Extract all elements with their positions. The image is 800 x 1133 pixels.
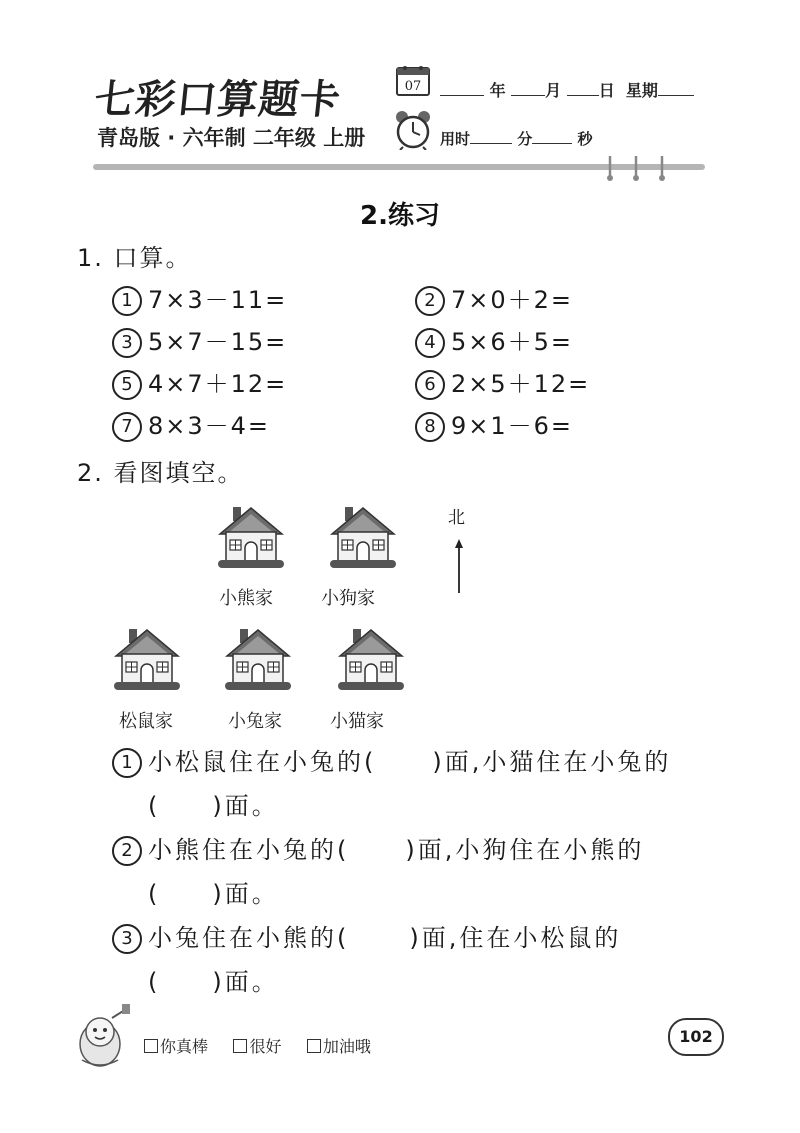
- date-year-label: 年: [489, 81, 506, 100]
- problem-3: 3 5×7－15=: [112, 322, 287, 358]
- cartoon-mascot-icon: [72, 1004, 134, 1070]
- rating-keep-going[interactable]: 加油哦: [307, 1037, 371, 1056]
- problem-6: 6 2×5＋12=: [415, 364, 590, 400]
- fill-question-3-cont: ( )面。: [148, 968, 279, 996]
- fill-question-1: 1 小松鼠住在小兔的( )面,小猫住在小兔的: [112, 742, 671, 778]
- rating-options: [144, 1034, 371, 1057]
- time-fields: [440, 128, 593, 149]
- checkbox-keep-going: [307, 1039, 321, 1053]
- alarm-clock-icon: [394, 110, 432, 150]
- house-label-dog: 小狗家: [321, 588, 375, 609]
- lesson-title: 2.练习: [360, 201, 440, 231]
- fill-question-3: 3 小兔住在小熊的( )面,住在小松鼠的: [112, 918, 621, 954]
- house-dog-icon: [328, 502, 398, 572]
- fill-question-2-cont: ( )面。: [148, 880, 279, 908]
- time-min-label: 分: [517, 130, 533, 148]
- house-label-cat: 小猫家: [330, 711, 384, 732]
- problem-8: 8 9×1－6=: [415, 406, 573, 442]
- page-number: 102: [668, 1018, 724, 1056]
- fill-question-2: 2 小熊住在小兔的( )面,小狗住在小熊的: [112, 830, 644, 866]
- house-label-bear: 小熊家: [219, 588, 273, 609]
- date-fields: [440, 78, 694, 101]
- problem-4: 4 5×6＋5=: [415, 322, 573, 358]
- section2-title: 2. 看图填空。: [77, 459, 244, 487]
- date-weekday-label: 星期: [625, 81, 658, 100]
- problem-7: 7 8×3－4=: [112, 406, 270, 442]
- problem-2: 2 7×0＋2=: [415, 280, 573, 316]
- calendar-icon: [396, 64, 430, 96]
- house-squirrel-icon: [112, 624, 182, 694]
- house-rabbit-icon: [223, 624, 293, 694]
- house-cat-icon: [336, 624, 406, 694]
- rating-good[interactable]: 很好: [233, 1037, 281, 1056]
- date-month-label: 月: [545, 81, 562, 100]
- problem-5: 5 4×7＋12=: [112, 364, 287, 400]
- checkbox-great: [144, 1039, 158, 1053]
- date-day-label: 日: [598, 81, 615, 100]
- brand-title: 七彩口算题卡: [92, 76, 344, 123]
- time-sec-label: 秒: [577, 130, 593, 148]
- rating-great[interactable]: 你真棒: [144, 1037, 208, 1056]
- checkbox-good: [233, 1039, 247, 1053]
- house-label-rabbit: 小兔家: [228, 711, 282, 732]
- north-label: 北: [448, 508, 465, 528]
- fill-question-1-cont: ( )面。: [148, 792, 279, 820]
- house-bear-icon: [216, 502, 286, 572]
- binder-rings-icon: [606, 154, 666, 182]
- house-label-squirrel: 松鼠家: [119, 711, 173, 732]
- calendar-day: 07: [404, 79, 422, 94]
- north-arrow-icon: [447, 527, 475, 607]
- section1-title: 1. 口算。: [77, 244, 192, 272]
- book-subtitle: 青岛版 · 六年制 二年级 上册: [97, 126, 366, 150]
- time-prefix: 用时: [440, 130, 471, 148]
- problem-1: 1 7×3－11=: [112, 280, 287, 316]
